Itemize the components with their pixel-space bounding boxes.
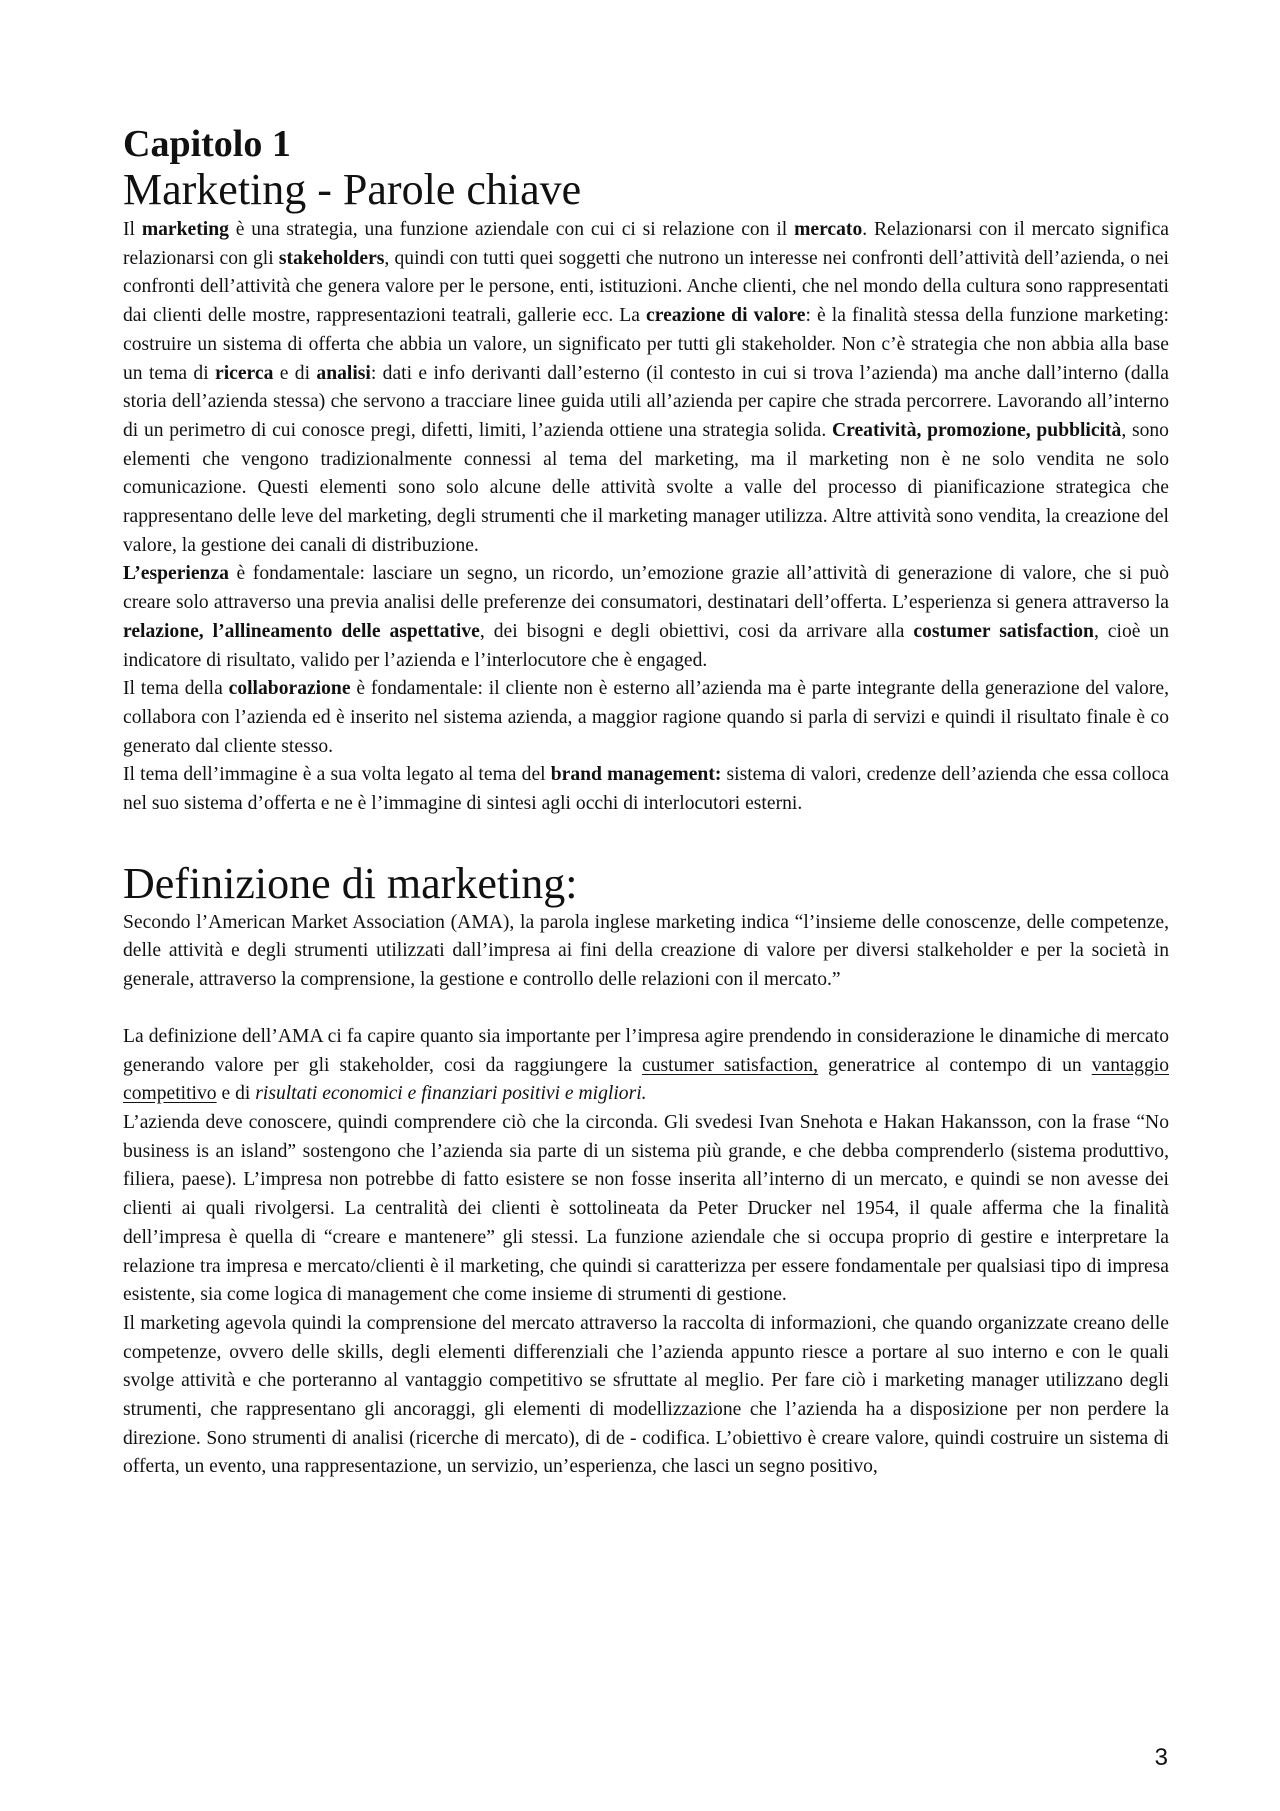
page-number: 3 xyxy=(1154,1744,1168,1771)
paragraph xyxy=(123,1023,1169,1109)
paragraph xyxy=(123,761,1169,818)
paragraph xyxy=(123,1310,1169,1482)
text-run: è una strategia, una funzione aziendale con cui ci si relazione con il xyxy=(228,219,795,240)
text-run: sistema di valori, credenze dell’azienda che essa colloca nel suo sistema d’offerta e ne è l’immagine di sintesi agli occhi di interlocutori esterni. xyxy=(123,764,1169,815)
bold-keyword: brand management: xyxy=(550,764,722,786)
text-run: è fondamentale: il cliente non è esterno all’azienda ma è parte integrante della generazione del valore, collabora con l’azienda ed è inserito nel sistema azienda, a maggior ragione quando si parla di servizi e quindi il risultato finale è co generato dal cliente stesso. xyxy=(123,678,1169,757)
bold-keyword: mercato xyxy=(794,219,863,240)
text-run: Il tema della xyxy=(123,678,229,700)
bold-keyword: relazione, l’allineamento delle aspettative xyxy=(123,620,480,642)
text-run: : è la finalità stessa della funzione marketing: costruire un sistema di offerta che abbia un valore, un significato per tutti gli stakeholder. Non c’è strategia che non abbia alla base un tema di xyxy=(123,305,1170,384)
bold-keyword: Creatività, promozione, pubblicità xyxy=(831,419,1122,441)
bold-keyword: costumer satisfaction xyxy=(913,620,1094,642)
text-run: è fondamentale: lasciare un segno, un ricordo, un’emozione grazie all’attività di generazione di valore, che si può creare solo attraverso una previa analisi delle preferenze dei consumatori, destinatari dell’offerta. L’esperienza si genera attraverso la xyxy=(123,563,1169,614)
paragraph xyxy=(123,675,1169,761)
italic-phrase: risultati economici e finanziari positivi e migliori. xyxy=(255,1083,647,1105)
document-page xyxy=(123,122,1169,1482)
text-run: Il marketing agevola quindi la comprensione del mercato attraverso la raccolta di informazioni, che quando organizzate creano delle competenze, ovvero delle skills, degli elementi differenziali che l’azienda appunto riesce a portare al suo interno e con le quali svolge attività e che porteranno al vantaggio competitivo se sfruttate al meglio. Per fare ciò i marketing manager utilizzano degli strumenti, che rappresentano gli ancoraggi, gli elementi di modellizzazione che l’azienda ha a disposizione per non perdere la direzione. Sono strumenti di analisi (ricerche di mercato), di de - codifica. L’obiettivo è creare valore, quindi costruire un sistema di offerta, un evento, una rappresentazione, un servizio, un’esperienza, che lasci un segno positivo, xyxy=(123,1312,1169,1478)
underlined-phrase: custumer satisfaction, xyxy=(642,1054,819,1076)
bold-keyword: ricerca xyxy=(215,362,274,384)
bold-keyword: analisi xyxy=(316,362,371,384)
text-run: , dei bisogni e degli obiettivi, cosi da arrivare alla xyxy=(479,620,914,642)
text-run: e di xyxy=(216,1083,256,1105)
bold-keyword: marketing xyxy=(141,219,229,240)
underlined-phrase: vantaggio competitivo xyxy=(123,1054,1169,1105)
text-run: e di xyxy=(273,362,317,384)
text-run: La definizione dell’AMA ci fa capire quanto sia importante per l’impresa agire prendendo in considerazione le dinamiche di mercato generando valore per gli stakeholder, cosi da raggiungere la xyxy=(123,1025,1169,1076)
paragraph xyxy=(123,1109,1169,1310)
chapter-label: Capitolo 1 xyxy=(123,123,291,165)
text-run: . Relazionarsi con il mercato significa relazionarsi con gli xyxy=(123,219,1169,269)
chapter-title: Marketing - Parole chiave xyxy=(123,165,582,214)
text-run: Il xyxy=(123,219,142,240)
bold-keyword: creazione di valore xyxy=(646,305,806,327)
text-run: Secondo l’American Market Association (AMA), la parola inglese marketing indica “l’insieme delle conoscenze, delle competenze, delle attività e degli strumenti utilizzati dall’impresa ai fini della creazione di valore per diversi stalkeholder e per la società in generale, attraverso la comprensione, la gestione e controllo delle relazioni con il mercato.” xyxy=(123,911,1169,991)
paragraph xyxy=(123,560,1169,675)
text-run: L’azienda deve conoscere, quindi comprendere ciò che la circonda. Gli svedesi Ivan Snehota e Hakan Hakansson, con la frase “No business is an island” sostengono che l’azienda sia parte di un sistema più grande, e che debba comprenderlo (sistema produttivo, filiera, paese). L’impresa non potrebbe di fatto esistere se non fosse inserita all’interno di un mercato, e quindi se non avesse dei clienti ai quali rivolgersi. La centralità dei clienti è sottolineata da Peter Drucker nel 1954, il quale afferma che la finalità dell’impresa è quella di “creare e mantenere” gli stessi. La funzione aziendale che si occupa proprio di gestire e interpretare la relazione tra impresa e mercato/clienti è il marketing, che quindi si caratterizza per essere fondamentale per qualsiasi tipo di impresa esistente, sia come logica di management che come insieme di strumenti di gestione. xyxy=(123,1111,1169,1306)
bold-keyword: collaborazione xyxy=(228,678,351,700)
bold-keyword: stakeholders xyxy=(278,247,385,269)
text-run: Il tema dell’immagine è a sua volta legato al tema del xyxy=(123,764,551,786)
text-run: , cioè un indicatore di risultato, valido per l’azienda e l’interlocutore che è engaged. xyxy=(123,620,1169,671)
text-run: , sono elementi che vengono tradizionalmente connessi al tema del marketing, ma il marketing non è ne solo vendita ne solo comunicazione. Questi elementi sono solo alcune delle attività svolte a valle del processo di pianificazione strategica che rappresentano delle leve del marketing, degli strumenti che il marketing manager utilizza. Altre attività sono vendita, la creazione del valore, la gestione dei canali di distribuzione. xyxy=(123,419,1169,556)
text-run: : dati e info derivanti dall’esterno (il contesto in cui si trova l’azienda) ma anche dall’interno (dalla storia dell’azienda stessa) che servono a tracciare linee guida utili all’azienda per capire che strada percorrere. Lavorando all’interno di un perimetro di cui conosce pregi, difetti, limiti, l’azienda ottiene una strategia solida. xyxy=(123,362,1170,441)
paragraph xyxy=(123,909,1169,995)
paragraph xyxy=(123,216,1169,560)
section-title: Definizione di marketing: xyxy=(123,858,578,908)
paragraph-gap xyxy=(123,995,1169,1023)
text-run: generatrice al contempo di un xyxy=(818,1054,1092,1076)
bold-keyword: L’esperienza xyxy=(123,563,229,585)
text-run: , quindi con tutti quei soggetti che nutrono un interesse nei confronti dell’attività dell’azienda, o nei confronti dell’attività che genera valore per le persone, enti, istituzioni. Anche clienti, che nel mondo della cultura sono rappresentati dai clienti delle mostre, rappresentazioni teatrali, gallerie ecc. La xyxy=(123,247,1169,327)
